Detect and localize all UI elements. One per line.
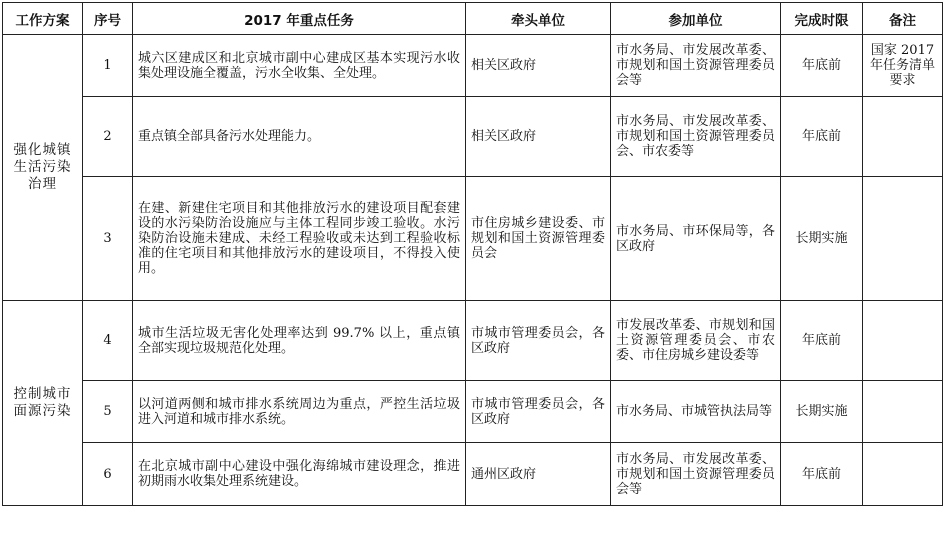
row-number: 3 — [83, 177, 133, 301]
row-number: 6 — [83, 443, 133, 506]
note-cell — [863, 177, 943, 301]
lead-cell: 通州区政府 — [466, 443, 611, 506]
header-plan: 工作方案 — [3, 3, 83, 35]
task-cell: 城市生活垃圾无害化处理率达到 99.7% 以上，重点镇全部实现垃圾规范化处理。 — [133, 301, 466, 381]
task-cell: 城六区建成区和北京城市副中心建成区基本实现污水收集处理设施全覆盖，污水全收集、全处理。 — [133, 35, 466, 97]
task-cell: 以河道两侧和城市排水系统周边为重点，严控生活垃圾进入河道和城市排水系统。 — [133, 381, 466, 443]
task-cell: 在北京城市副中心建设中强化海绵城市建设理念，推进初期雨水收集处理系统建设。 — [133, 443, 466, 506]
table-row — [3, 443, 943, 506]
note-cell — [863, 381, 943, 443]
deadline-cell: 年底前 — [781, 443, 863, 506]
lead-cell: 市住房城乡建设委、市规划和国土资源管理委员会 — [466, 177, 611, 301]
row-number: 1 — [83, 35, 133, 97]
plan-cell: 强化城镇生活污染治理 — [3, 35, 83, 301]
lead-cell: 相关区政府 — [466, 35, 611, 97]
participants-cell: 市水务局、市环保局等，各区政府 — [611, 177, 781, 301]
deadline-cell: 年底前 — [781, 97, 863, 177]
header-task: 2017 年重点任务 — [133, 3, 466, 35]
participants-cell: 市发展改革委、市规划和国土资源管理委员会、市农委、市住房城乡建设委等 — [611, 301, 781, 381]
row-number: 2 — [83, 97, 133, 177]
table-row — [3, 177, 943, 301]
header-lead: 牵头单位 — [466, 3, 611, 35]
task-cell: 在建、新建住宅项目和其他排放污水的建设项目配套建设的水污染防治设施应与主体工程同步竣工验收。水污染防治设施未建成、未经工程验收或未达到工程验收标准的住宅项目和其他排放污水的建设项目，不得投入使用。 — [133, 177, 466, 301]
header-deadline: 完成时限 — [781, 3, 863, 35]
note-cell — [863, 301, 943, 381]
header-participants: 参加单位 — [611, 3, 781, 35]
note-cell — [863, 97, 943, 177]
lead-cell: 市城市管理委员会，各区政府 — [466, 381, 611, 443]
row-number: 5 — [83, 381, 133, 443]
row-number: 4 — [83, 301, 133, 381]
participants-cell: 市水务局、市发展改革委、市规划和国土资源管理委员会等 — [611, 35, 781, 97]
table-row — [3, 97, 943, 177]
deadline-cell: 长期实施 — [781, 381, 863, 443]
task-cell: 重点镇全部具备污水处理能力。 — [133, 97, 466, 177]
table-row — [3, 35, 943, 97]
table-row — [3, 381, 943, 443]
participants-cell: 市水务局、市发展改革委、市规划和国土资源管理委员会等 — [611, 443, 781, 506]
task-table — [2, 2, 943, 506]
header-no: 序号 — [83, 3, 133, 35]
deadline-cell: 年底前 — [781, 301, 863, 381]
deadline-cell: 长期实施 — [781, 177, 863, 301]
table-row — [3, 301, 943, 381]
lead-cell: 市城市管理委员会，各区政府 — [466, 301, 611, 381]
deadline-cell: 年底前 — [781, 35, 863, 97]
header-row — [3, 3, 943, 35]
note-cell — [863, 443, 943, 506]
plan-cell: 控制城市面源污染 — [3, 301, 83, 506]
lead-cell: 相关区政府 — [466, 97, 611, 177]
header-note: 备注 — [863, 3, 943, 35]
participants-cell: 市水务局、市发展改革委、市规划和国土资源管理委员会、市农委等 — [611, 97, 781, 177]
participants-cell: 市水务局、市城管执法局等 — [611, 381, 781, 443]
note-cell: 国家 2017 年任务清单要求 — [863, 35, 943, 97]
